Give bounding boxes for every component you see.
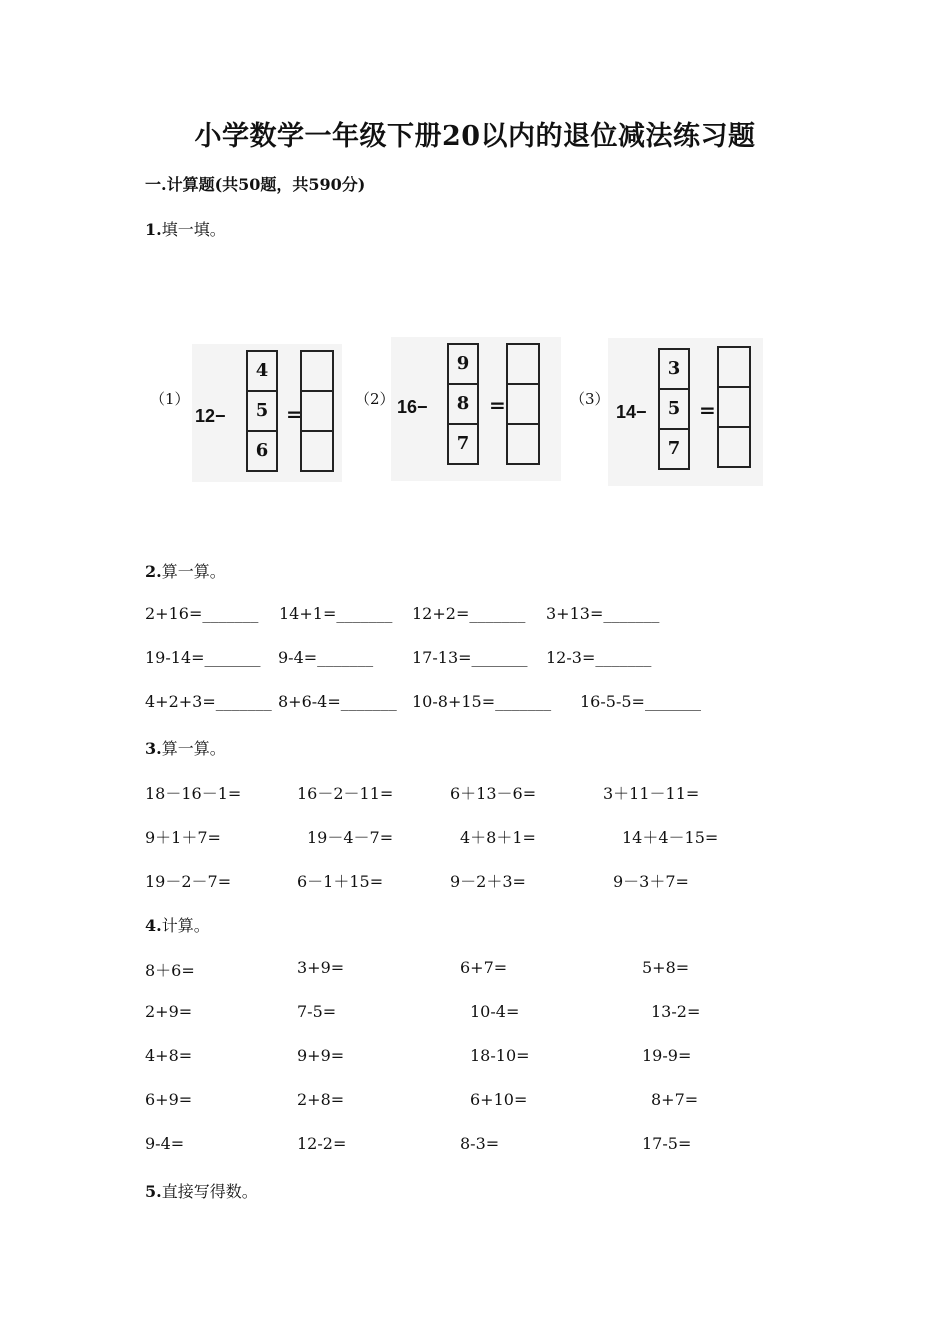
exercise-item[interactable]: 2+9= xyxy=(145,1002,193,1021)
exercise-item[interactable]: 14+1=_______ xyxy=(279,604,393,623)
exercise-item[interactable]: 9-4= xyxy=(145,1134,185,1153)
exercise-item[interactable]: 6+7= xyxy=(460,958,508,977)
minuend: 12− xyxy=(195,406,226,426)
exercise-item[interactable]: 7-5= xyxy=(297,1002,337,1021)
exercise-row xyxy=(145,869,865,893)
exercise-item[interactable]: 2+16=_______ xyxy=(145,604,259,623)
question-text: 直接写得数。 xyxy=(161,1182,258,1201)
subtrahend-cell: 7 xyxy=(667,438,681,459)
question-number: 5. xyxy=(145,1182,162,1201)
question-2 xyxy=(145,559,226,582)
exercise-item[interactable]: 10-4= xyxy=(470,1002,520,1021)
question-text: 计算。 xyxy=(161,916,210,935)
exercise-row xyxy=(145,692,865,716)
question-4 xyxy=(145,913,210,936)
question-text: 算一算。 xyxy=(161,739,226,758)
exercise-item[interactable]: 6+10= xyxy=(470,1090,528,1109)
subtrahend-column xyxy=(658,348,690,470)
figure-1 xyxy=(150,340,350,485)
answer-column[interactable] xyxy=(717,346,751,468)
exercise-item[interactable]: 12-3=_______ xyxy=(546,648,652,667)
figure-2 xyxy=(355,333,565,483)
exercise-item[interactable]: 18－16－1= xyxy=(145,784,242,803)
exercise-item[interactable]: 19-14=_______ xyxy=(145,648,261,667)
question-5 xyxy=(145,1179,258,1202)
subtrahend-cell: 9 xyxy=(449,345,477,385)
exercise-item[interactable]: 3＋11－11= xyxy=(603,784,700,803)
exercise-row xyxy=(145,1134,865,1158)
exercise-row xyxy=(145,1090,865,1114)
section-heading: 一.计算题(共50题，共590分) xyxy=(145,175,366,194)
subtrahend-cell: 8 xyxy=(449,385,477,425)
answer-cell[interactable] xyxy=(508,425,538,463)
figure-label: （2） xyxy=(355,390,395,408)
exercise-item[interactable]: 4+8= xyxy=(145,1046,193,1065)
figure-label: （3） xyxy=(570,390,610,408)
subtrahend-column xyxy=(447,343,479,465)
answer-cell[interactable] xyxy=(719,388,749,428)
minuend: 16− xyxy=(397,397,428,417)
figure-3 xyxy=(570,338,765,488)
exercise-row xyxy=(145,1002,865,1026)
exercise-item[interactable]: 3+9= xyxy=(297,958,345,977)
exercise-item[interactable]: 9－2＋3= xyxy=(450,872,526,891)
answer-cell[interactable] xyxy=(508,345,538,385)
exercise-item[interactable]: 12+2=_______ xyxy=(412,604,526,623)
exercise-row xyxy=(145,1046,865,1070)
exercise-item[interactable]: 13-2= xyxy=(651,1002,701,1021)
answer-cell[interactable] xyxy=(508,385,538,425)
exercise-row xyxy=(145,648,865,672)
exercise-item[interactable]: 17-13=_______ xyxy=(412,648,528,667)
exercise-item[interactable]: 12-2= xyxy=(297,1134,347,1153)
exercise-item[interactable]: 14＋4－15= xyxy=(622,828,719,847)
exercise-item[interactable]: 6＋13－6= xyxy=(450,784,537,803)
answer-cell[interactable] xyxy=(302,352,332,392)
exercise-item[interactable]: 18-10= xyxy=(470,1046,530,1065)
question-text: 填一填。 xyxy=(161,220,226,239)
exercise-row xyxy=(145,604,865,628)
exercise-item[interactable]: 5+8= xyxy=(642,958,690,977)
subtrahend-cell: 6 xyxy=(255,440,269,461)
equals-sign: = xyxy=(489,393,506,417)
exercise-item[interactable]: 4＋8＋1= xyxy=(460,828,536,847)
exercise-row xyxy=(145,825,865,849)
minuend: 14− xyxy=(616,402,647,422)
answer-cell[interactable] xyxy=(719,348,749,388)
exercise-item[interactable]: 9＋1＋7= xyxy=(145,828,221,847)
question-number: 4. xyxy=(145,916,162,935)
exercise-item[interactable]: 16-5-5=_______ xyxy=(580,692,701,711)
exercise-item[interactable]: 6+9= xyxy=(145,1090,193,1109)
exercise-item[interactable]: 8-3= xyxy=(460,1134,500,1153)
subtrahend-cell: 4 xyxy=(248,352,276,392)
subtrahend-cell: 3 xyxy=(660,350,688,390)
exercise-item[interactable]: 2+8= xyxy=(297,1090,345,1109)
answer-column[interactable] xyxy=(300,350,334,472)
answer-cell[interactable] xyxy=(302,392,332,432)
page-title: 小学数学一年级下册20以内的退位减法练习题 xyxy=(194,121,756,152)
subtrahend-cell: 5 xyxy=(248,392,276,432)
exercise-item[interactable]: 3+13=_______ xyxy=(546,604,660,623)
exercise-item[interactable]: 9+9= xyxy=(297,1046,345,1065)
exercise-item[interactable]: 8+6-4=_______ xyxy=(278,692,397,711)
exercise-item[interactable]: 4+2+3=_______ xyxy=(145,692,272,711)
question-1 xyxy=(145,217,226,240)
subtrahend-cell: 5 xyxy=(660,390,688,430)
exercise-item[interactable]: 19－2－7= xyxy=(145,872,232,891)
equals-sign: = xyxy=(286,402,303,426)
answer-column[interactable] xyxy=(506,343,540,465)
exercise-item[interactable]: 8＋6= xyxy=(145,961,195,980)
question-number: 2. xyxy=(145,562,162,581)
exercise-item[interactable]: 17-5= xyxy=(642,1134,692,1153)
exercise-item[interactable]: 16－2－11= xyxy=(297,784,394,803)
question-text: 算一算。 xyxy=(161,562,226,581)
subtrahend-column xyxy=(246,350,278,472)
exercise-row xyxy=(145,958,865,982)
exercise-item[interactable]: 19-9= xyxy=(642,1046,692,1065)
exercise-item[interactable]: 8+7= xyxy=(651,1090,699,1109)
question-3 xyxy=(145,736,226,759)
answer-cell[interactable] xyxy=(719,428,749,466)
question-number: 1. xyxy=(145,220,162,239)
exercise-item[interactable]: 10-8+15=_______ xyxy=(412,692,552,711)
question-number: 3. xyxy=(145,739,162,758)
equals-sign: = xyxy=(699,398,716,422)
exercise-item[interactable]: 9－3＋7= xyxy=(613,872,689,891)
exercise-item[interactable]: 19－4－7= xyxy=(307,828,394,847)
exercise-item[interactable]: 9-4=_______ xyxy=(278,648,374,667)
answer-cell[interactable] xyxy=(302,432,332,470)
exercise-row xyxy=(145,781,865,805)
figure-label: （1） xyxy=(150,390,190,408)
exercise-item[interactable]: 6－1＋15= xyxy=(297,872,384,891)
subtrahend-cell: 7 xyxy=(456,433,470,454)
